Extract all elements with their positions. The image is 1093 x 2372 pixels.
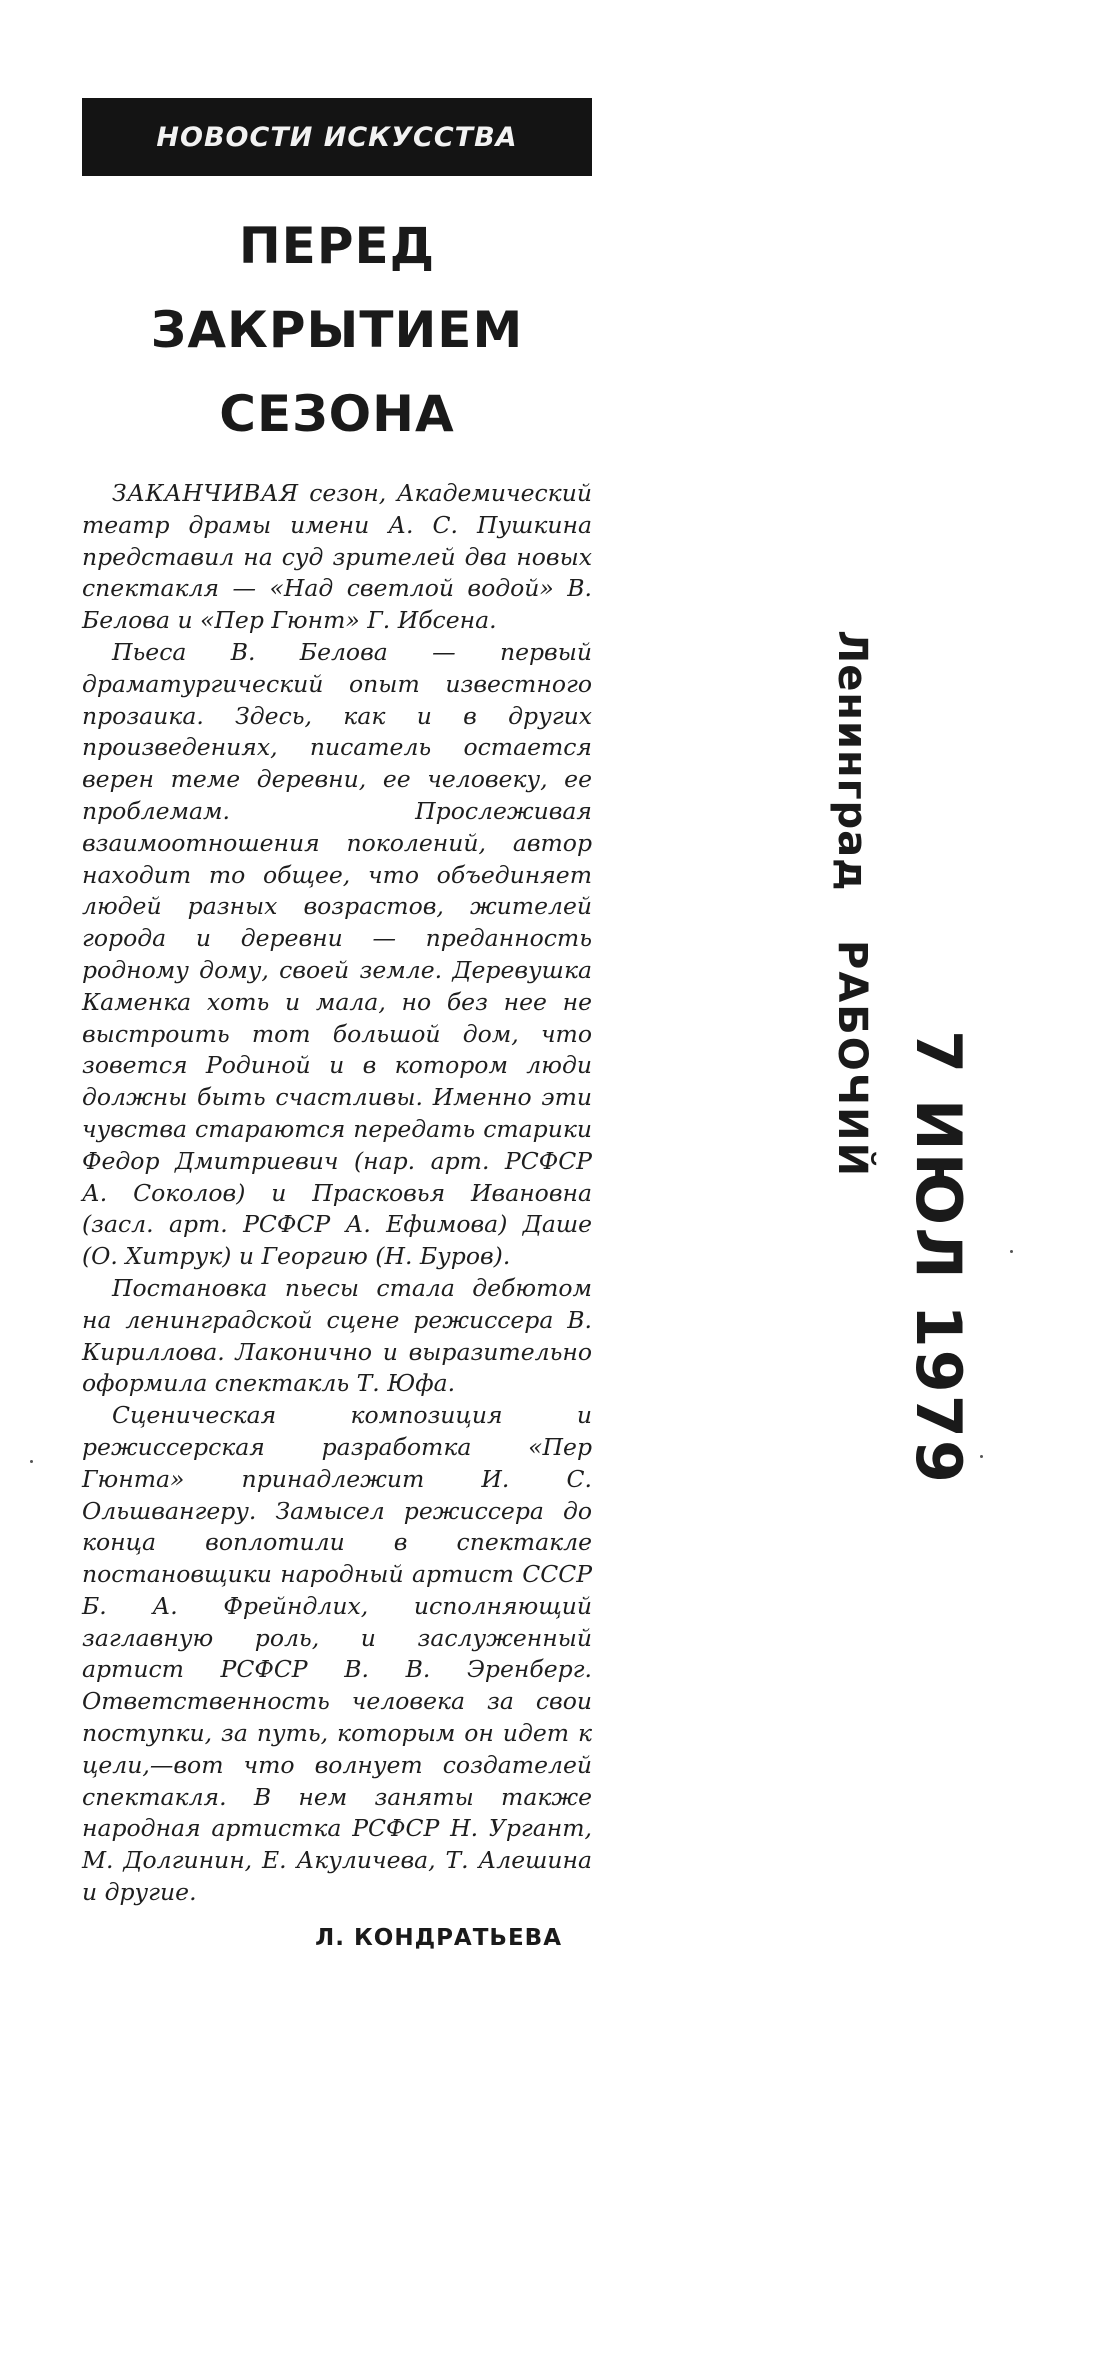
section-rubric <box>82 98 592 176</box>
stamp-city: Ленинград <box>829 630 875 892</box>
article-paragraph-1-text: сезон, Академический театр драмы имени А. С. Пушкина представил на суд зрителей два новых спектакля — «Над светлой водой» В. Белова и «Пер Гюнт» Г. Ибсена. <box>82 479 592 635</box>
stamp-date: 7 ИЮЛ 1979 <box>902 1030 975 1486</box>
stamp-newspaper-name: РАБОЧИЙ <box>829 940 875 1179</box>
article-paragraph-3: Постановка пьесы стала дебютом на ленинградской сцене режиссера В. Кириллова. Лаконично и выразительно оформила спектакль Т. Юфа. <box>82 1273 592 1398</box>
article-body <box>82 478 592 1909</box>
author-byline: Л. КОНДРАТЬЕВА <box>315 1924 562 1951</box>
article-paragraph-2: Пьеса В. Белова — первый драматургический опыт известного прозаика. Здесь, как и в других произведениях, писатель остается верен теме деревни, ее человеку, ее проблемам. Прослеживая взаимоотношения поколений, автор находит то общее, что объединяет людей разных возрастов, жителей города и деревни — преданность родному дому, своей земле. Деревушка Каменка хоть и мала, но без нее не выстроить тот большой дом, что зовется Родиной и в котором люди должны быть счастливы. Именно эти чувства стараются передать старики Федор Дмитриевич (нар. арт. РСФСР А. Соколов) и Прасковья Ивановна (засл. арт. РСФСР А. Ефимова) Даше (О. Хитрук) и Георгию (Н. Буров). <box>82 637 592 1271</box>
print-speck <box>1010 1250 1013 1253</box>
print-speck <box>30 1460 33 1463</box>
article-headline <box>82 204 592 456</box>
section-rubric-label: НОВОСТИ ИСКУССТВА <box>156 121 518 153</box>
newspaper-clipping <box>82 98 592 1951</box>
print-speck <box>980 1455 983 1458</box>
newspaper-date-stamp <box>815 630 975 1486</box>
headline-line-2: СЕЗОНА <box>219 385 455 443</box>
article-paragraph-4: Сценическая композиция и режиссерская разработка «Пер Гюнта» принадлежит И. С. Ольшвангеру. Замысел режиссера до конца воплотили в спектакле постановщики народный артист СССР Б. А. Фрейндлих, исполняющий заглавную роль, и заслуженный артист РСФСР В. В. Эренберг. Ответственность человека за свои поступки, за путь, которым он идет к цели,—вот что волнует создателей спектакля. В нем заняты также народная артистка РСФСР Н. Ургант, М. Долгинин, Е. Акуличева, Т. Алешина и другие. <box>82 1401 592 1907</box>
headline-line-1: ПЕРЕД ЗАКРЫТИЕМ <box>150 217 524 359</box>
article-paragraph-1 <box>82 478 592 637</box>
lead-word: ЗАКАНЧИВАЯ <box>112 479 299 507</box>
